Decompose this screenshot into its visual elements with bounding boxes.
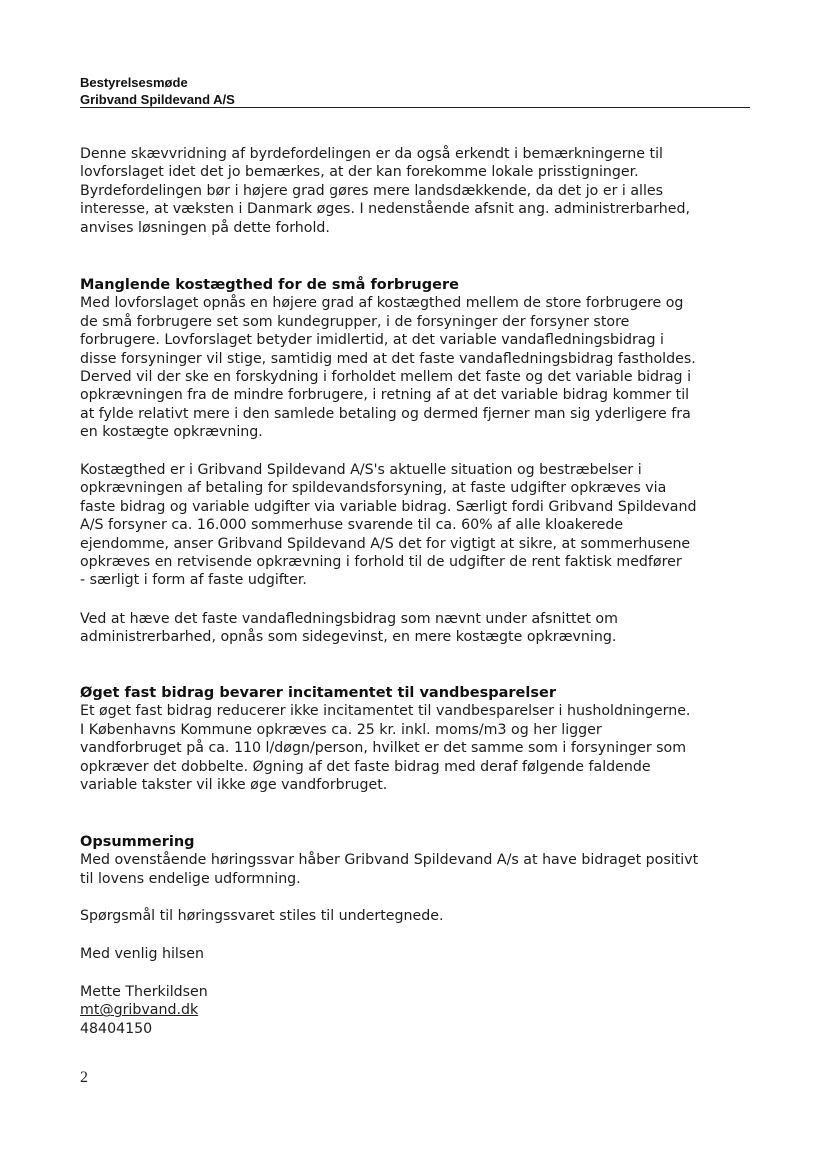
header-divider [80, 107, 750, 108]
intro-paragraph: Denne skævvridning af byrdefordelingen er da også erkendt i bemærkningerne til lovforslaget idet det jo bemærkes, at der kan forekomme lokale prisstigninger. Byrdefordelingen bør i højere grad gøres mere landsdækkende, da det jo er i alles interesse, at væksten i Danmark øges. I nedenstående afsnit ang. administrerbarhed, anvises løsningen på dette forhold. [80, 146, 690, 236]
section-cost-accuracy-paragraph-3: Ved at hæve det faste vandafledningsbidrag som nævnt under afsnittet om administrerbarhed, opnås som sidegevinst, en mere kostægte opkrævning. [80, 611, 618, 646]
signatory-phone: 48404150 [80, 1020, 153, 1037]
section-heading-summary: Opsummering [80, 834, 195, 850]
section-heading-cost-accuracy: Manglende kostægthed for de små forbrugere [80, 277, 459, 293]
section-summary-paragraph: Med ovenstående høringssvar håber Gribvand Spildevand A/s at have bidraget positivt til lovens endelige udformning. [80, 852, 699, 887]
questions-line-block [80, 907, 780, 925]
section-water-saving [80, 684, 780, 794]
signatory-email-link[interactable]: mt@gribvand.dk [80, 1002, 199, 1019]
closing-greeting: Med venlig hilsen [80, 946, 204, 962]
signatory-name: Mette Therkildsen [80, 984, 208, 1000]
document-header [80, 74, 750, 108]
section-cost-accuracy-continued [80, 461, 780, 590]
section-cost-accuracy-paragraph-1: Med lovforslaget opnås en højere grad af kostægthed mellem de store forbrugere og de små forbrugere set som kundegrupper, i de forsyninger der forsyner store forbrugere. Lovforslaget betyder imidlertid, at det variable vandafledningsbidrag i disse forsyninger vil stige, samtidig med at det faste vandafledningsbidrag fastholdes. Derved vil der ske en forskydning i forholdet mellem det faste og det variable bidrag i opkrævningen fra de mindre forbrugere, i retning af at det variable bidrag kommer til at fylde relativt mere i den samlede betaling og dermed fjerner man sig yderligere fra en kostægte opkrævning. [80, 295, 696, 441]
section-cost-accuracy [80, 276, 780, 442]
header-company-name: Gribvand Spildevand A/S [80, 92, 235, 107]
header-meeting-title: Bestyrelsesmøde [80, 75, 188, 90]
section-summary [80, 833, 780, 888]
closing-block [80, 945, 780, 963]
section-cost-accuracy-closing [80, 610, 780, 647]
questions-line: Spørgsmål til høringssvaret stiles til undertegnede. [80, 908, 444, 924]
section-heading-water-saving: Øget fast bidrag bevarer incitamentet til vandbesparelser [80, 685, 556, 701]
page-number: 2 [80, 1069, 88, 1086]
section-water-saving-paragraph: Et øget fast bidrag reducerer ikke incitamentet til vandbesparelser i husholdningerne. I Københavns Kommune opkræves ca. 25 kr. inkl. moms/m3 og her ligger vandforbruget på ca. 110 l/døgn/person, hvilket er det samme som i forsyninger som opkræver det dobbelte. Øgning af det faste bidrag med deraf følgende faldende variable takster vil ikke øge vandforbruget. [80, 703, 691, 794]
section-cost-accuracy-paragraph-2: Kostægthed er i Gribvand Spildevand A/S's aktuelle situation og bestræbelser i opkrævningen af betaling for spildevandsforsyning, at faste udgifter opkræves via faste bidrag og variable udgifter via variable bidrag. Særligt fordi Gribvand Spildevand A/S forsyner ca. 16.000 sommerhuse svarende til ca. 60% af alle kloakerede ejendomme, anser Gribvand Spildevand A/S det for vigtigt at sikre, at sommerhusene opkræves en retvisende opkrævning i forhold til de udgifter de rent faktisk medfører - særligt i form af faste udgifter. [80, 462, 697, 589]
signature-block [80, 983, 780, 1038]
intro-paragraph-block [80, 145, 780, 237]
